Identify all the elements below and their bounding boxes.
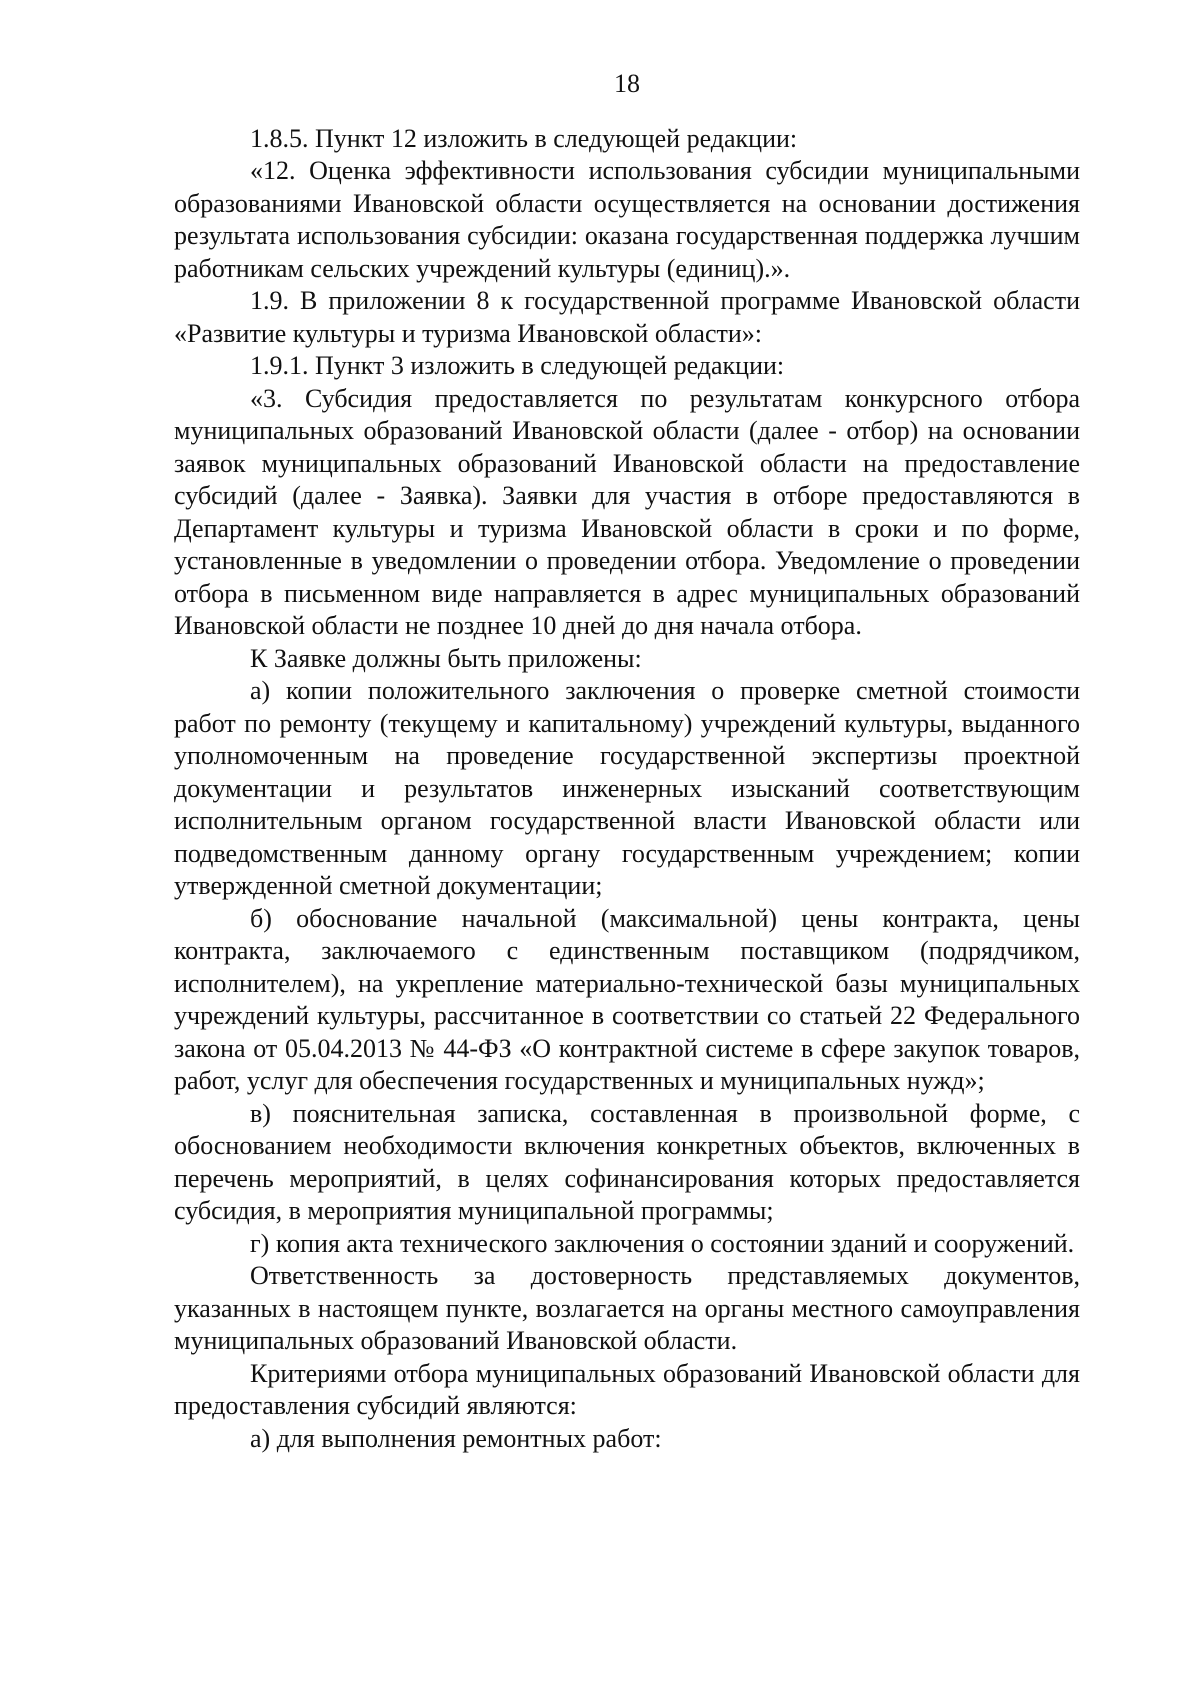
paragraph-list-v: в) пояснительная записка, составленная в произвольной форме, с обоснованием необходимости включения конкретных объектов, включенных в перечень мероприятий, в целях софинансирования которых предоставляется субсидия, в мероприятия муниципальной программы;: [174, 1098, 1080, 1225]
paragraph-item-12: «12. Оценка эффективности использования субсидии муниципальными образованиями Ивановской области осуществляется на основании достижения результата использования субсидии: оказана государственная поддержка лучшим работникам сельских учреждений культуры (единиц).».: [174, 156, 1080, 283]
paragraph-1-9-1: 1.9.1. Пункт 3 изложить в следующей редакции:: [250, 351, 785, 380]
paragraph-list-g: г) копия акта технического заключения о состоянии зданий и сооружений.: [250, 1228, 1075, 1258]
paragraph-responsibility: Ответственность за достоверность представляемых документов, указанных в настоящем пункте, возлагается на органы местного самоуправления муниципальных образований Ивановской области.: [174, 1261, 1080, 1355]
paragraph-1-9: 1.9. В приложении 8 к государственной программе Ивановской области «Развитие культуры и туризма Ивановской области»:: [174, 286, 1080, 348]
paragraph-list-a: а) копии положительного заключения о проверке сметной стоимости работ по ремонту (текущему и капитальному) учреждений культуры, выданного уполномоченным на проведение государственной экспертизы проектной документации и результатов инженерных изысканий соответствующим исполнительным органом государственной власти Ивановской области или подведомственным данному органу государственным учреждением; копии утвержденной сметной документации;: [174, 676, 1080, 900]
page-number: 18: [614, 69, 640, 98]
document-body: [174, 123, 1080, 1456]
paragraph-list-b: б) обоснование начальной (максимальной) цены контракта, цены контракта, заключаемого с единственным поставщиком (подрядчиком, исполнителем), на укрепление материально-технической базы муниципальных учреждений культуры, рассчитанное в соответствии со статьей 22 Федерального закона от 05.04.2013 № 44-ФЗ «О контрактной системе в сфере закупок товаров, работ, услуг для обеспечения государственных и муниципальных нужд»;: [174, 903, 1080, 1095]
paragraph-criteria: Критериями отбора муниципальных образований Ивановской области для предоставления субсидий являются:: [174, 1358, 1080, 1420]
paragraph-criteria-a: а) для выполнения ремонтных работ:: [250, 1423, 662, 1453]
paragraph-item-3: «3. Субсидия предоставляется по результатам конкурсного отбора муниципальных образований Ивановской области (далее - отбор) на основании заявок муниципальных образований Ивановской области на предоставление субсидий (далее - Заявка). Заявки для участия в отборе предоставляются в Департамент культуры и туризма Ивановской области в сроки и по форме, установленные в уведомлении о проведении отбора. Уведомление о проведении отбора в письменном виде направляется в адрес муниципальных образований Ивановской области не позднее 10 дней до дня начала отбора.: [174, 383, 1080, 640]
paragraph-attachments-intro: К Заявке должны быть приложены:: [250, 643, 642, 673]
paragraph-1-8-5: 1.8.5. Пункт 12 изложить в следующей редакции:: [250, 123, 798, 153]
